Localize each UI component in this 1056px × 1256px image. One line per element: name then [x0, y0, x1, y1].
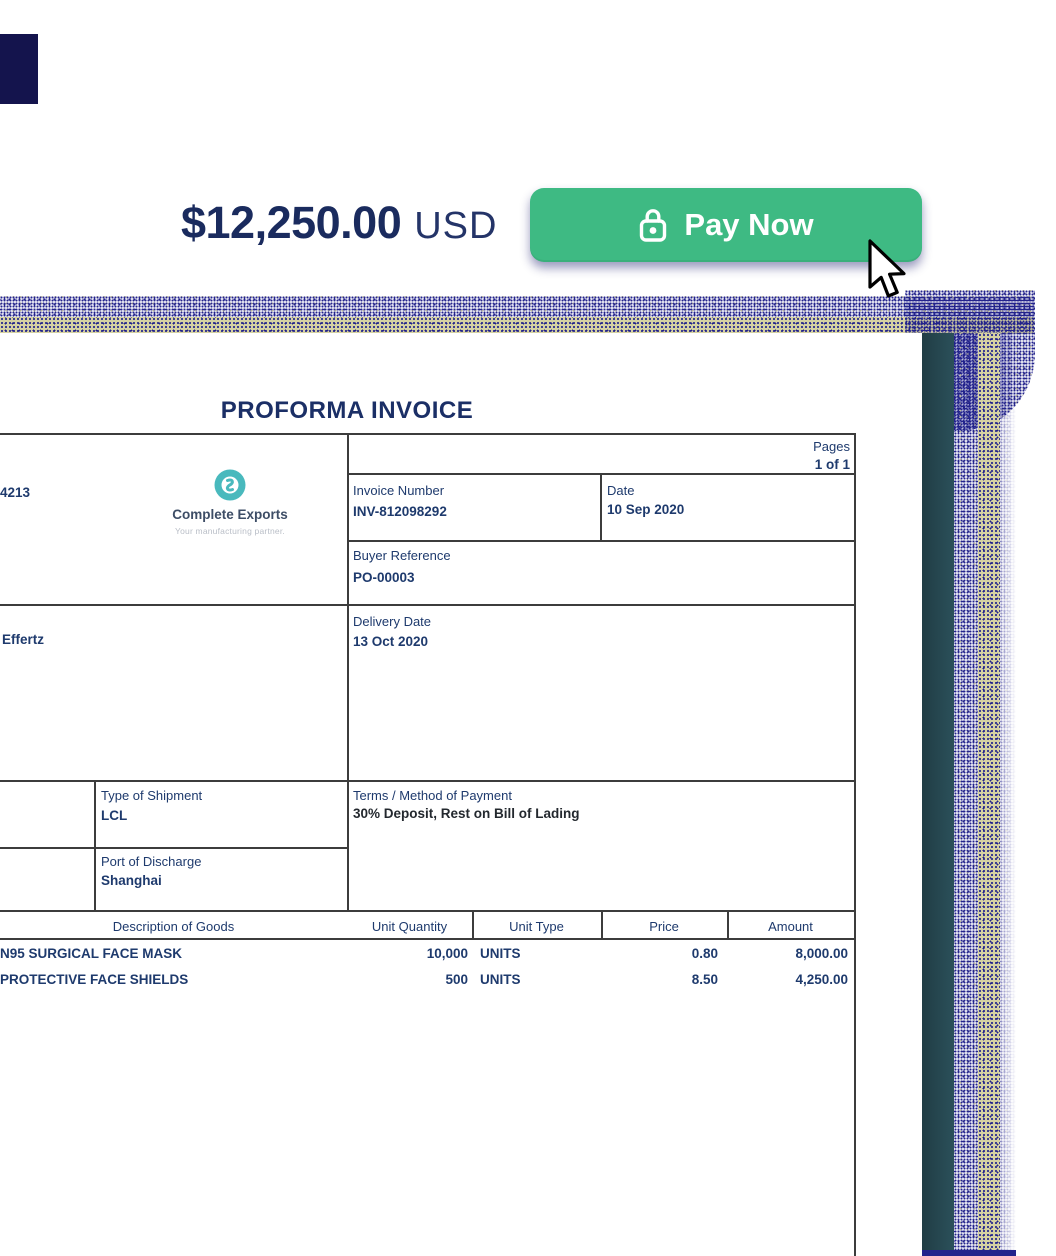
- table-line: [0, 604, 855, 606]
- terms-value: 30% Deposit, Rest on Bill of Lading: [353, 806, 580, 821]
- table-line: [854, 433, 856, 1256]
- buyer-partial-name: Effertz: [2, 632, 45, 647]
- company-name: Complete Exports: [172, 507, 288, 522]
- delivery-date-label: Delivery Date: [353, 614, 432, 629]
- item-amount: 4,250.00: [795, 972, 848, 987]
- company-tagline: Your manufacturing partner.: [175, 526, 285, 536]
- invoice-number-value: INV-812098292: [353, 504, 447, 519]
- currency-code: USD: [414, 205, 498, 247]
- header-price: Price: [649, 919, 679, 934]
- table-line: [94, 780, 96, 910]
- item-price: 8.50: [691, 972, 718, 987]
- seller-partial-number: 4213: [0, 485, 31, 500]
- noise-tan-stripe: [978, 333, 1000, 1256]
- port-of-discharge-label: Port of Discharge: [101, 854, 202, 869]
- item-unit-type: UNITS: [480, 972, 521, 987]
- header-amount: Amount: [768, 919, 813, 934]
- date-label: Date: [607, 483, 635, 498]
- item-quantity: 10,000: [426, 946, 468, 961]
- date-value: 10 Sep 2020: [607, 502, 685, 517]
- noise-navy-stripe: [954, 333, 978, 1256]
- company-logo-icon: [213, 468, 247, 507]
- table-line: [600, 473, 602, 540]
- table-line: [347, 433, 349, 910]
- mouse-cursor-icon: [860, 239, 910, 312]
- item-quantity: 500: [445, 972, 468, 987]
- buyer-reference-value: PO-00003: [353, 570, 415, 585]
- table-line: [0, 780, 855, 782]
- item-unit-type: UNITS: [480, 946, 521, 961]
- buyer-reference-label: Buyer Reference: [353, 548, 451, 563]
- table-line: [0, 938, 855, 940]
- noise-bottom-line: [921, 1250, 1016, 1256]
- item-description: N95 SURGICAL FACE MASK: [0, 946, 183, 961]
- amount-value: $12,250.00: [181, 197, 402, 248]
- noise-band-right: [921, 333, 1016, 1256]
- header-unit-type: Unit Type: [509, 919, 564, 934]
- port-of-discharge-value: Shanghai: [101, 873, 162, 888]
- lock-icon: [638, 207, 668, 243]
- table-line: [0, 433, 855, 435]
- table-line: [0, 847, 347, 849]
- item-row: [0, 946, 855, 966]
- delivery-date-value: 13 Oct 2020: [353, 634, 429, 649]
- header-description: Description of Goods: [112, 919, 235, 934]
- table-line: [347, 540, 855, 542]
- noise-teal-stripe: [921, 333, 954, 1256]
- pay-now-label: Pay Now: [684, 207, 814, 242]
- item-amount: 8,000.00: [795, 946, 848, 961]
- item-row: [0, 972, 855, 992]
- invoice-number-label: Invoice Number: [353, 483, 445, 498]
- item-description: PROTECTIVE FACE SHIELDS: [0, 972, 189, 987]
- decorative-corner-block: [0, 34, 38, 104]
- noise-strip-tan: [0, 317, 1034, 334]
- document-title: PROFORMA INVOICE: [220, 397, 474, 424]
- item-price: 0.80: [691, 946, 718, 961]
- invoice-amount: [181, 197, 497, 249]
- noise-fade-stripe: [1000, 333, 1016, 1256]
- type-of-shipment-label: Type of Shipment: [101, 788, 203, 803]
- pages-value: 1 of 1: [814, 457, 850, 472]
- type-of-shipment-value: LCL: [101, 808, 128, 823]
- header-quantity: Unit Quantity: [371, 919, 448, 934]
- proforma-invoice-document: [0, 333, 922, 1256]
- terms-label: Terms / Method of Payment: [353, 788, 512, 803]
- pages-label: Pages: [813, 439, 850, 454]
